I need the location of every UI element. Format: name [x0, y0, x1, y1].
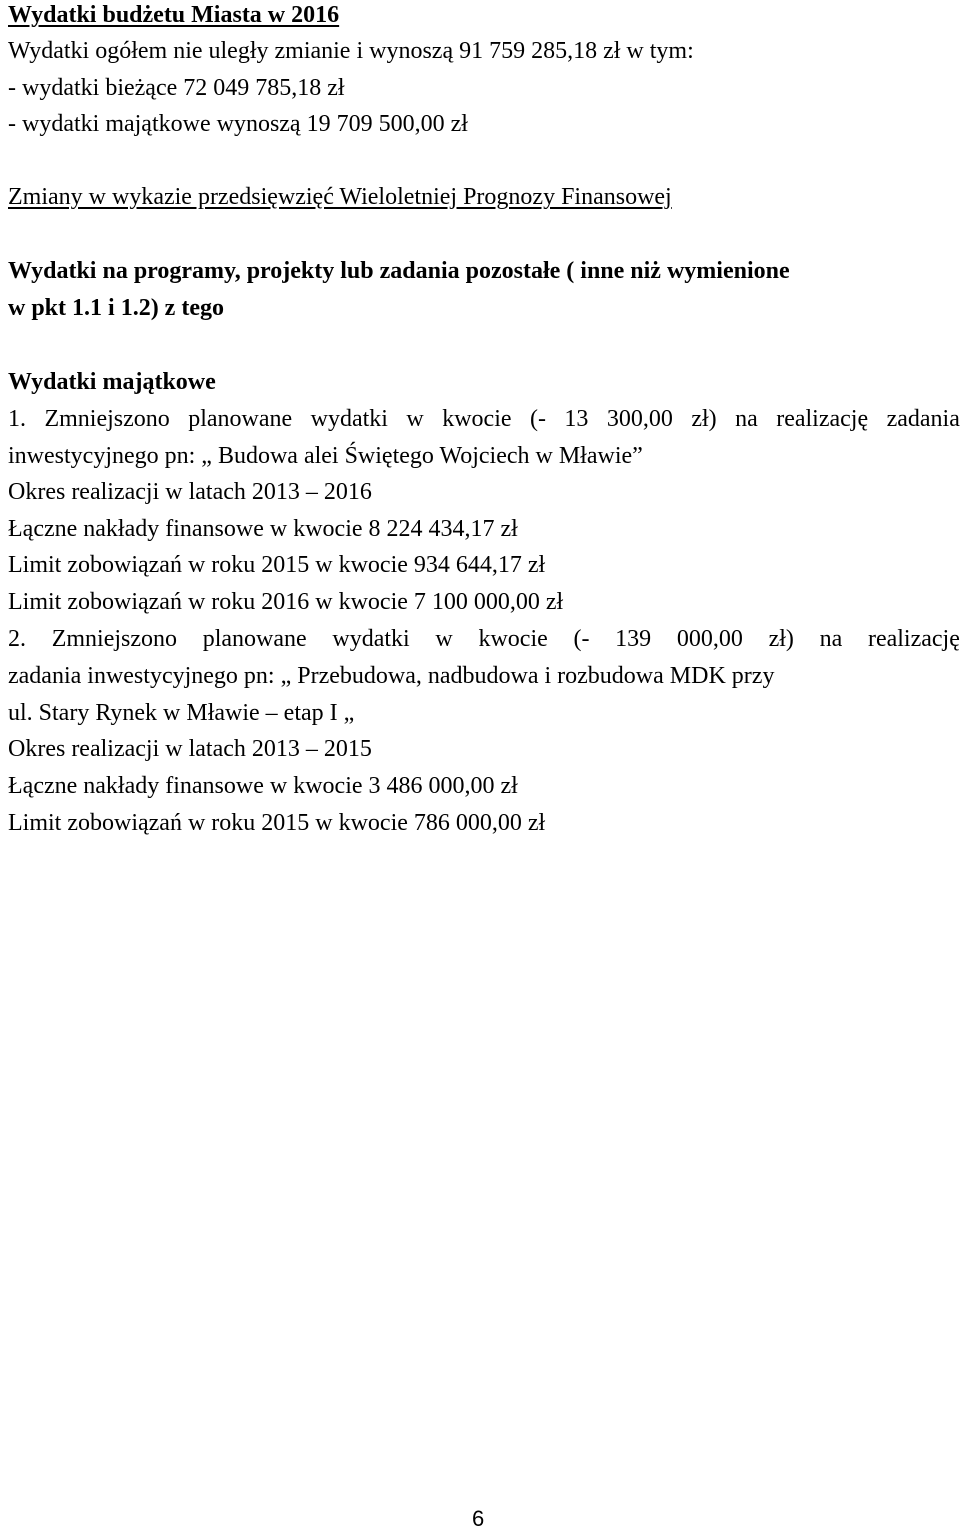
item2-word: 139: [615, 626, 652, 652]
programs-heading-line-1: Wydatki na programy, projekty lub zadania pozostałe ( inne niż wymienione: [8, 258, 790, 284]
item2-word: wydatki: [332, 626, 410, 652]
item2-total: Łączne nakłady finansowe w kwocie 3 486 000,00 zł: [8, 773, 518, 799]
item1-line-2: inwestycyjnego pn: „ Budowa alei Świętego Wojciech w Mławie”: [8, 443, 643, 469]
item2-word: (-: [573, 626, 590, 652]
item2-word: 000,00: [676, 626, 743, 652]
item1-word: (-: [529, 406, 546, 432]
item1-word: na: [735, 406, 758, 432]
item1-line-1: [8, 404, 960, 434]
item2-line-3: ul. Stary Rynek w Mławie – etap I „: [8, 700, 355, 726]
item1-word: kwocie: [442, 406, 512, 432]
summary-line-capital: - wydatki majątkowe wynoszą 19 709 500,00 zł: [8, 111, 468, 137]
item2-word: 2.: [8, 626, 26, 652]
item1-word: 13: [564, 406, 589, 432]
page-heading: Wydatki budżetu Miasta w 2016: [8, 2, 340, 28]
item1-limit-2015: Limit zobowiązań w roku 2015 w kwocie 934 644,17 zł: [8, 552, 546, 578]
item2-word: realizację: [867, 626, 960, 652]
section-title: Zmiany w wykazie przedsięwzięć Wieloletniej Prognozy Finansowej: [8, 184, 672, 210]
page-number: 6: [472, 1506, 485, 1531]
item1-word: wydatki: [310, 406, 388, 432]
item1-limit-2016: Limit zobowiązań w roku 2016 w kwocie 7 100 000,00 zł: [8, 589, 564, 615]
item1-period: Okres realizacji w latach 2013 – 2016: [8, 479, 372, 505]
item2-word: kwocie: [478, 626, 548, 652]
item2-line-2: zadania inwestycyjnego pn: „ Przebudowa, nadbudowa i rozbudowa MDK przy: [8, 663, 775, 689]
summary-line-current: - wydatki bieżące 72 049 785,18 zł: [8, 75, 345, 101]
item1-word: planowane: [188, 406, 293, 432]
item1-total: Łączne nakłady finansowe w kwocie 8 224 434,17 zł: [8, 516, 518, 542]
item2-line-1: [8, 624, 960, 654]
item1-word: zadania: [886, 406, 960, 432]
item2-period: Okres realizacji w latach 2013 – 2015: [8, 736, 372, 762]
item2-word: w: [435, 626, 453, 652]
item1-word: w: [406, 406, 424, 432]
item1-word: 300,00: [606, 406, 673, 432]
item2-limit-2015: Limit zobowiązań w roku 2015 w kwocie 786 000,00 zł: [8, 810, 546, 836]
item2-word: na: [819, 626, 843, 652]
item2-word: zł): [768, 626, 794, 652]
item2-word: Zmniejszono: [51, 626, 178, 652]
programs-heading-line-2: w pkt 1.1 i 1.2) z tego: [8, 295, 224, 321]
item1-word: zł): [691, 406, 717, 432]
item1-word: 1.: [8, 406, 26, 432]
item1-word: Zmniejszono: [44, 406, 170, 432]
item2-word: planowane: [202, 626, 307, 652]
capital-heading: Wydatki majątkowe: [8, 369, 216, 395]
summary-line-total: Wydatki ogółem nie uległy zmianie i wynoszą 91 759 285,18 zł w tym:: [8, 38, 694, 64]
item1-word: realizację: [776, 406, 869, 432]
